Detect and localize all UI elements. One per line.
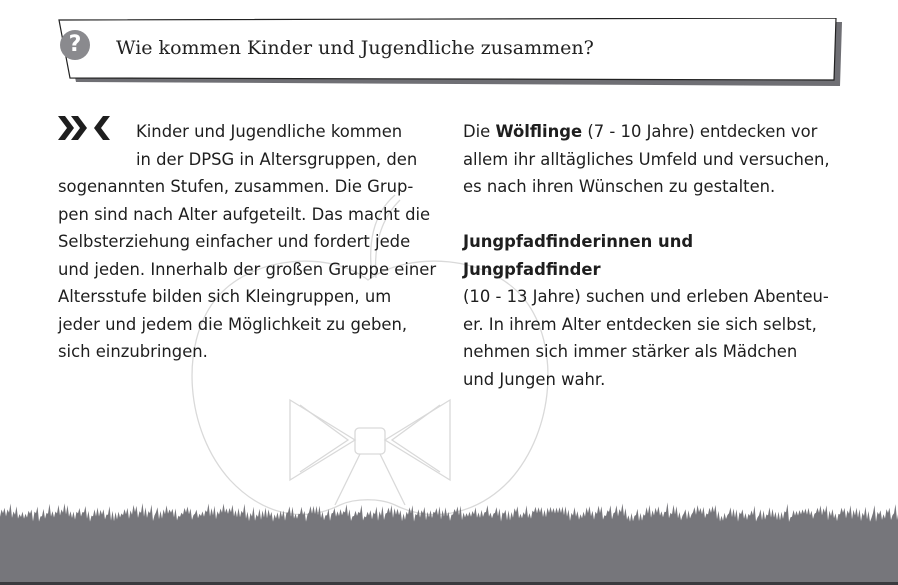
jungpfadfinder-text: (10 - 13 Jahre) suchen und erleben Abenteu-er. In ihrem Alter entdecken sie sich selbst, nehmen sich immer stärker als Mädchen und Jungen wahr.	[463, 287, 829, 389]
grass-footer	[0, 500, 898, 585]
left-column	[58, 118, 438, 366]
woelflinge-prefix: Die	[463, 122, 496, 141]
right-column	[463, 118, 833, 393]
page-title: Wie kommen Kinder und Jugendliche zusammen?	[116, 37, 594, 59]
jungpfadfinder-paragraph	[463, 228, 833, 393]
intro-line-2: in der DPSG in Altersgruppen, den	[136, 149, 418, 169]
jungpfadfinder-term: Jungpfadfinderinnen und Jungpfadfinder	[463, 232, 694, 279]
woelflinge-text: (7 - 10 Jahre) entdecken vor allem ihr alltägliches Umfeld und versuchen, es nach ihren Wünschen zu gestalten.	[463, 122, 830, 196]
intro-body: sogenannten Stufen, zusammen. Die Grup-pen sind nach Alter aufgeteilt. Das macht die Selbsterziehung einfacher und fordert jede und jeden. Innerhalb der großen Gruppe einer Altersstufe bilden sich Kleingruppen, um jeder und jedem die Möglichkeit zu geben, sich einzubringen.	[58, 177, 437, 361]
section-header	[58, 18, 838, 84]
woelflinge-paragraph	[463, 118, 833, 201]
woelflinge-term: Wölflinge	[495, 122, 583, 141]
question-icon: ?	[60, 30, 90, 60]
intro-line-1: Kinder und Jugendliche kommen	[136, 122, 403, 141]
